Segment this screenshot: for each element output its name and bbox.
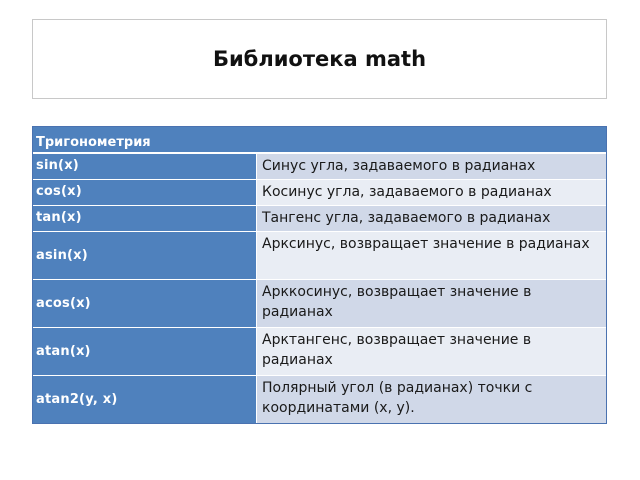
function-name-cell: asin(x) [33, 232, 257, 279]
function-description-cell: Арккосинус, возвращает значение в радианах [257, 280, 606, 327]
table-row [33, 279, 606, 327]
trig-functions-table [32, 126, 607, 424]
slide-title: Библиотека math [212, 47, 427, 71]
function-description-cell: Тангенс угла, задаваемого в радианах [257, 206, 606, 231]
function-name-cell: tan(x) [33, 206, 257, 231]
function-description-cell: Синус угла, задаваемого в радианах [257, 154, 606, 179]
table-row [33, 153, 606, 179]
table-header: Тригонометрия [33, 127, 606, 153]
table-row [33, 375, 606, 423]
function-description-cell: Полярный угол (в радианах) точки с координатами (x, y). [257, 376, 606, 423]
function-name-cell: atan2(y, x) [33, 376, 257, 423]
function-description-cell: Косинус угла, задаваемого в радианах [257, 180, 606, 205]
function-name-cell: sin(x) [33, 154, 257, 179]
function-description-cell: Арктангенс, возвращает значение в радианах [257, 328, 606, 375]
function-description-cell: Арксинус, возвращает значение в радианах [257, 232, 606, 279]
slide-title-box [32, 19, 607, 99]
table-row [33, 205, 606, 231]
function-name-cell: acos(x) [33, 280, 257, 327]
table-row [33, 179, 606, 205]
table-row [33, 231, 606, 279]
table-row [33, 327, 606, 375]
function-name-cell: atan(x) [33, 328, 257, 375]
function-name-cell: cos(x) [33, 180, 257, 205]
